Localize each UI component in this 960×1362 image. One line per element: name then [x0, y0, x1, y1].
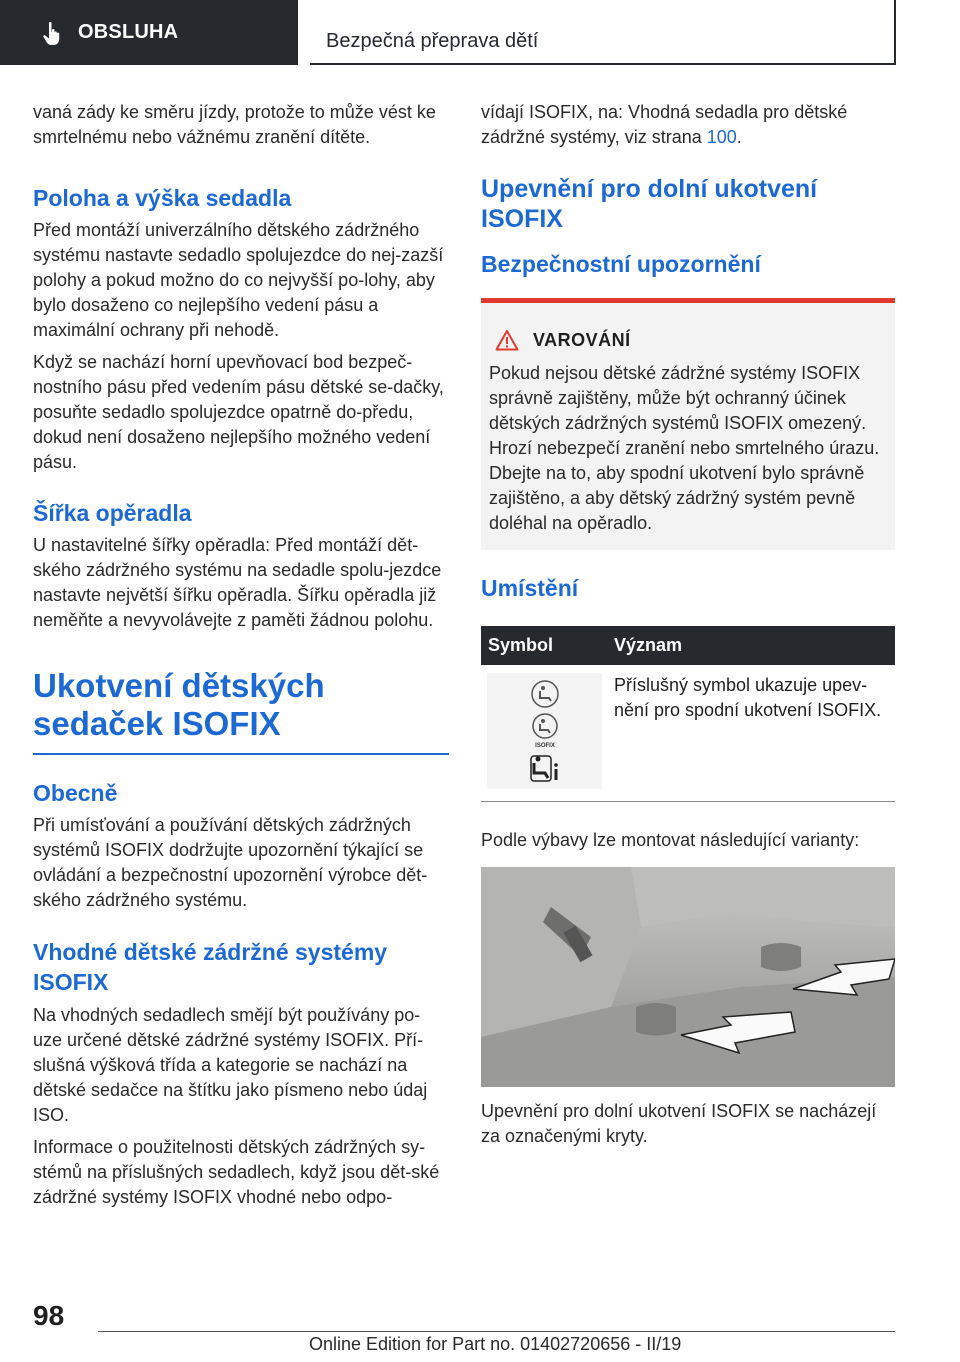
- isofix-badge-icon: [530, 713, 560, 749]
- footer-rule: [98, 1331, 895, 1332]
- table-row: [481, 665, 895, 801]
- photo-caption: Upevnění pro dolní ukotvení ISOFIX se nacházejí za označenými kryty.: [481, 1101, 877, 1146]
- heading-poloha: Poloha a výška sedadla: [33, 185, 292, 211]
- section-tab: [0, 0, 298, 65]
- continued-paragraph: vídají ISOFIX, na: Vhodná sedadla pro dětské zádržné systémy, viz strana 100.: [481, 102, 848, 147]
- svg-text:ISOFIX: ISOFIX: [534, 743, 555, 749]
- heading-sirka: Šířka opěradla: [33, 500, 192, 526]
- paragraph-poloha-1: Před montáží univerzálního dětského zádržného systému nastavte sedadlo spolujezdce do nej-zazší polohy a pokud možno do co nejvyšší po-lohy, aby bylo dosaženo co nejlepšího vedení pásu a maximální ochrany při nehodě.: [33, 220, 444, 340]
- isofix-anchor-photo: [481, 867, 895, 1087]
- intro-paragraph: vaná zády ke směru jízdy, protože to může vést ke smrtelnému nebo vážnému zranění dítěte.: [33, 102, 436, 147]
- section-label: OBSLUHA: [78, 21, 179, 43]
- isofix-symbols: [487, 673, 602, 789]
- edition-footer: Online Edition for Part no. 01402720656 - II/19: [309, 1334, 682, 1354]
- table-header-symbol: Symbol: [481, 626, 607, 665]
- rear-seat-illustration: [481, 867, 895, 1087]
- paragraph-sirka: U nastavitelné šířky opěradla: Před montáží dět-ského zádržného systému na sedadle spolu-jezdce nastavte největší šířku opěradla. Šířku opěradla již neměňte a nevyvolávejte z paměti žádnou polohu.: [33, 535, 442, 630]
- table-header-meaning: Význam: [607, 626, 895, 665]
- meaning-cell: Příslušný symbol ukazuje upev-nění pro spodní ukotvení ISOFIX.: [614, 675, 882, 720]
- child-seat-icon: [530, 679, 560, 709]
- chapter-title: Bezpečná přeprava dětí: [326, 30, 539, 52]
- page-reference-link[interactable]: 100: [706, 127, 737, 147]
- paragraph-obecne: Při umísťování a používání dětských zádržných systémů ISOFIX dodržujte upozornění týkající se ovládání a bezpečnostní upozornění výrobce dět-ského zádržného systému.: [33, 815, 428, 910]
- heading-obecne: Obecně: [33, 780, 118, 806]
- heading-umisteni: Umístění: [481, 575, 579, 601]
- page-number: 98: [33, 1300, 65, 1331]
- child-seat-info-icon: [529, 753, 561, 783]
- right-column: [481, 100, 895, 1156]
- paragraph-poloha-2: Když se nachází horní upevňovací bod bezpeč-nostního pásu před vedením pásu dětské se-dačky, posuňte sedadlo spolujezdce opatrně do-předu, dokud není dosaženo nejlepšího možného vedení pásu.: [33, 352, 444, 472]
- warning-box: [481, 298, 895, 550]
- warning-header: [489, 329, 885, 351]
- symbol-table: [481, 626, 895, 801]
- chapter-header: [310, 0, 896, 65]
- heading-upevneni: Upevnění pro dolní ukotvení ISOFIX: [481, 175, 818, 233]
- table-bottom-rule: [481, 801, 895, 802]
- left-column: [33, 100, 449, 1217]
- heading-vhodne: Vhodné dětské zádržné systémy ISOFIX: [33, 939, 388, 995]
- warning-title: VAROVÁNÍ: [533, 329, 631, 350]
- warning-text: Pokud nejsou dětské zádržné systémy ISOFIX správně zajištěny, může být ochranný účinek dětských zádržných systémů ISOFIX omezený. Hrozí nebezpečí zranění nebo smrtelného úrazu. Dbejte na to, aby spodní ukotvení bylo správně zajištěno, a aby dětský zádržný systém pevně doléhal na opěradlo.: [489, 363, 880, 533]
- warning-triangle-icon: [495, 329, 519, 351]
- paragraph-vhodne-1: Na vhodných sedadlech smějí být používány po-uze určené dětské zádržné systémy ISOFIX. Pří-slušná výšková třída a kategorie se nachází na dětské sedačce na štítku jako písmeno nebo údaj ISO.: [33, 1005, 428, 1125]
- paragraph-vhodne-2: Informace o použitelnosti dětských zádržných sy-stémů na příslušných sedadlech, když jsou dět-ské zádržné systémy ISOFIX vhodné nebo odpo-: [33, 1137, 440, 1207]
- heading-ukotveni: Ukotvení dětských sedaček ISOFIX: [33, 667, 325, 742]
- section-divider: [33, 753, 449, 755]
- heading-bezpecnostni: Bezpečnostní upozornění: [481, 251, 761, 277]
- symbol-cell: [481, 665, 607, 801]
- paragraph-varianty: Podle výbavy lze montovat následující varianty:: [481, 830, 860, 850]
- hand-pointer-icon: [40, 20, 66, 46]
